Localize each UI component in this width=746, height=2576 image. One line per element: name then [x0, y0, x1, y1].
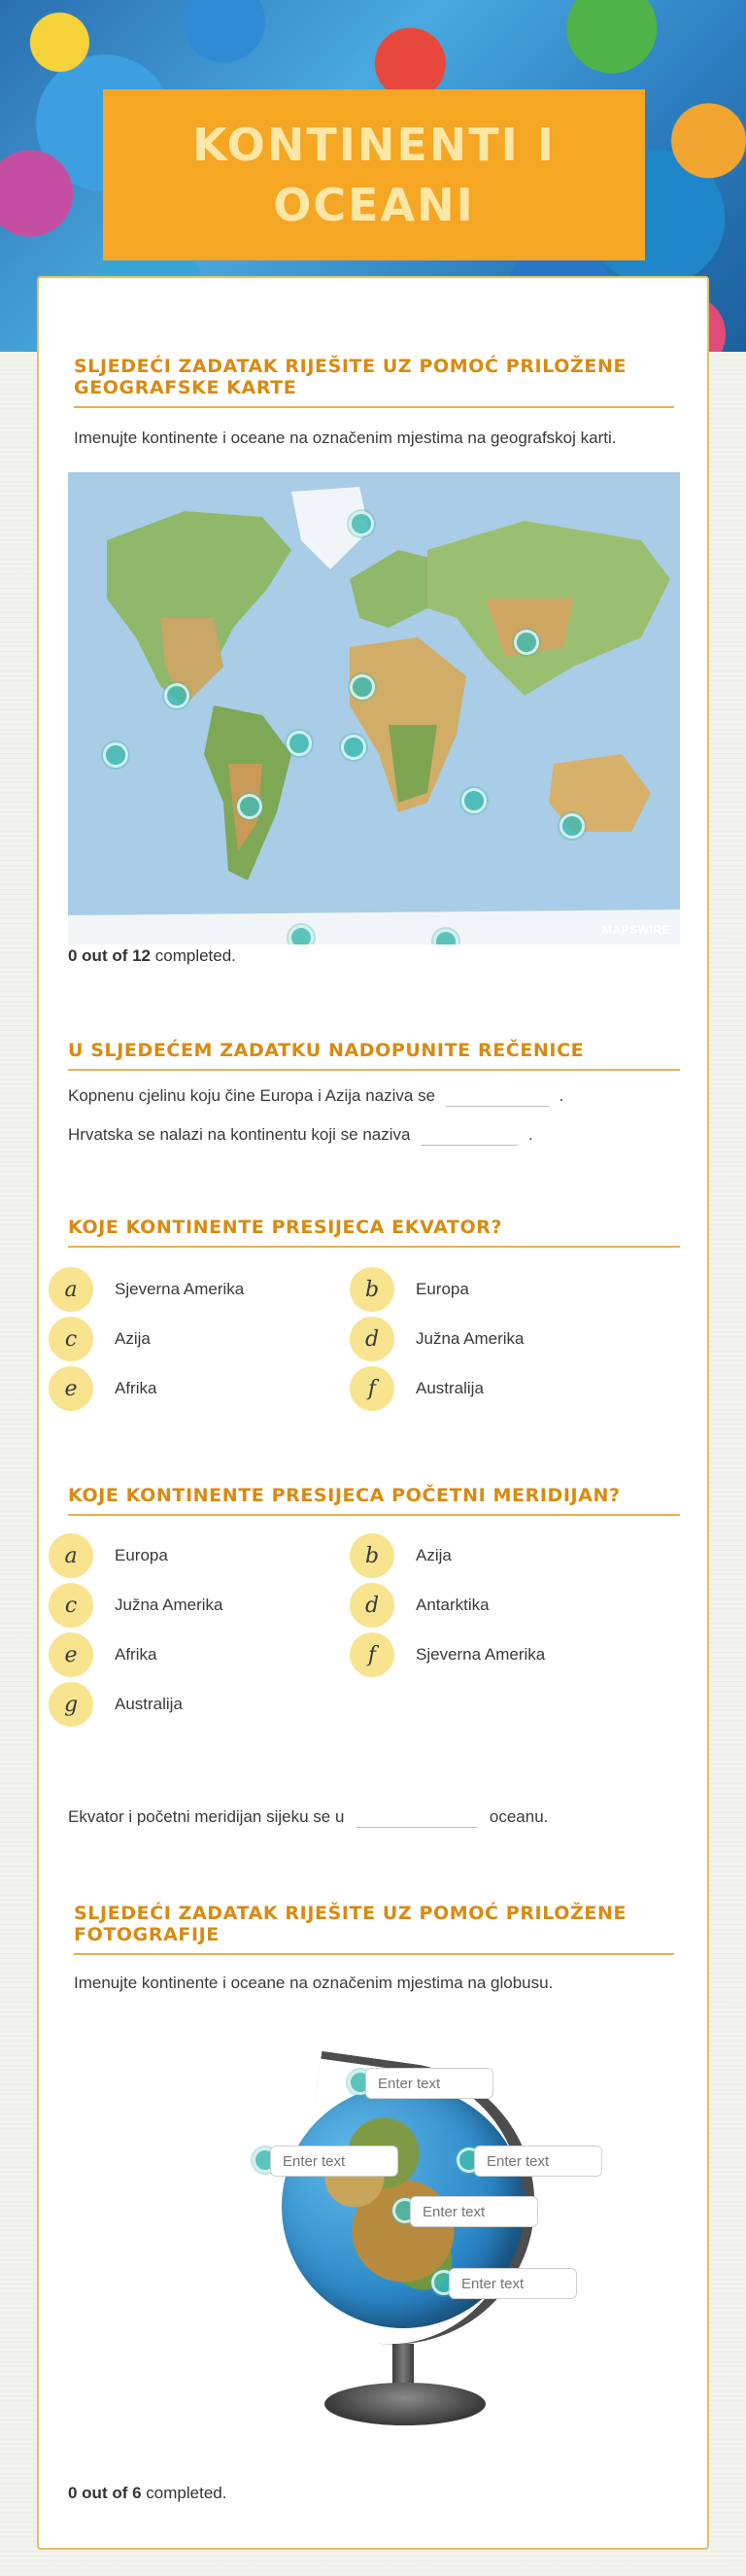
sentence1-blank[interactable] [446, 1084, 549, 1107]
map-progress-suffix: completed. [154, 946, 236, 965]
globe-neck [392, 2344, 414, 2387]
section4-title: KOJE KONTINENTE PRESIJECA POČETNI MERIDIJAN? [68, 1485, 680, 1516]
meridian-option-e[interactable] [49, 1632, 156, 1677]
option-badge: c [49, 1317, 93, 1361]
ocean-sentence-end: oceanu. [489, 1807, 549, 1826]
equator-option-f[interactable] [350, 1366, 484, 1411]
map-marker-6[interactable] [341, 735, 366, 760]
section2-title: U SLJEDEĆEM ZADATKU NADOPUNITE REČENICE [68, 1040, 680, 1071]
content-card [37, 276, 709, 2550]
sentence2-end: . [527, 1125, 533, 1144]
map-marker-1[interactable] [349, 511, 374, 536]
globe-field-2[interactable] [270, 2146, 398, 2177]
option-badge: f [350, 1366, 394, 1411]
globe-progress-suffix: completed. [146, 2484, 227, 2502]
globe-field-3[interactable] [474, 2146, 602, 2177]
map-marker-9[interactable] [237, 794, 262, 819]
world-map [68, 472, 680, 945]
globe-image [117, 2008, 631, 2445]
section1-instruction: Imenujte kontinente i oceane na označenim mjestima na geografskoj karti. [74, 429, 617, 447]
section1-title: SLJEDEĆI ZADATAK RIJEŠITE UZ POMOĆ PRILOŽENE GEOGRAFSKE KARTE [74, 356, 674, 408]
option-label: Afrika [115, 1379, 157, 1397]
map-progress-count: 0 out of 12 [68, 946, 152, 965]
map-credit: MAPSWIRE [602, 923, 670, 937]
option-label: Sjeverna Amerika [416, 1645, 546, 1664]
option-label: Sjeverna Amerika [115, 1280, 245, 1298]
page-title: KONTINENTI I OCEANI [192, 119, 556, 231]
equator-option-b[interactable] [350, 1267, 469, 1312]
meridian-option-b[interactable] [350, 1533, 452, 1578]
globe-base [324, 2383, 486, 2425]
option-badge: c [49, 1583, 93, 1628]
option-badge: e [49, 1366, 93, 1411]
section3-title: KOJE KONTINENTE PRESIJECA EKVATOR? [68, 1217, 680, 1248]
option-label: Antarktika [416, 1596, 490, 1614]
option-badge: d [350, 1583, 394, 1628]
meridian-option-f[interactable] [350, 1632, 545, 1677]
section5-title: SLJEDEĆI ZADATAK RIJEŠITE UZ POMOĆ PRILOŽENE FOTOGRAFIJE [74, 1903, 674, 1955]
globe-progress-count: 0 out of 6 [68, 2484, 142, 2502]
sentence2-text: Hrvatska se nalazi na kontinentu koji se naziva [68, 1125, 411, 1144]
option-label: Europa [115, 1546, 168, 1564]
option-label: Europa [416, 1280, 469, 1298]
option-badge: a [49, 1267, 93, 1312]
meridian-option-a[interactable] [49, 1533, 168, 1578]
option-badge: g [49, 1682, 93, 1727]
map-marker-7[interactable] [103, 742, 128, 768]
map-marker-4[interactable] [164, 683, 189, 708]
world-map-image [68, 472, 680, 945]
globe-progress [68, 2484, 226, 2503]
globe-field-1[interactable] [365, 2068, 493, 2099]
sentence1 [68, 1084, 563, 1107]
globe-field-5[interactable] [449, 2268, 577, 2299]
map-marker-2[interactable] [514, 630, 539, 655]
map-progress [68, 946, 236, 966]
option-label: Australija [115, 1695, 183, 1713]
map-marker-5[interactable] [287, 731, 312, 756]
map-marker-3[interactable] [350, 674, 375, 700]
title-box [103, 89, 645, 260]
sentence1-text: Kopnenu cjelinu koju čine Europa i Azija naziva se [68, 1086, 436, 1105]
ocean-blank[interactable] [356, 1805, 477, 1828]
equator-option-c[interactable] [49, 1317, 151, 1361]
map-marker-11[interactable] [288, 925, 314, 945]
sentence2-blank[interactable] [421, 1123, 518, 1146]
globe-field-4[interactable] [410, 2196, 538, 2227]
meridian-option-c[interactable] [49, 1583, 223, 1628]
option-badge: e [49, 1632, 93, 1677]
section5-instruction: Imenujte kontinente i oceane na označenim mjestima na globusu. [74, 1974, 554, 1992]
option-badge: d [350, 1317, 394, 1361]
option-label: Azija [115, 1329, 151, 1348]
option-badge: b [350, 1267, 394, 1312]
sentence1-end: . [559, 1086, 564, 1105]
option-badge: f [350, 1632, 394, 1677]
map-marker-8[interactable] [461, 788, 487, 813]
option-badge: b [350, 1533, 394, 1578]
ocean-sentence-text: Ekvator i početni meridijan sijeku se u [68, 1807, 345, 1826]
option-badge: a [49, 1533, 93, 1578]
meridian-option-g[interactable] [49, 1682, 183, 1727]
option-label: Australija [416, 1379, 484, 1397]
ocean-sentence [68, 1805, 548, 1828]
option-label: Afrika [115, 1645, 157, 1664]
equator-option-e[interactable] [49, 1366, 156, 1411]
option-label: Azija [416, 1546, 452, 1564]
option-label: Južna Amerika [115, 1596, 223, 1614]
map-marker-10[interactable] [560, 813, 585, 839]
equator-option-a[interactable] [49, 1267, 244, 1312]
option-label: Južna Amerika [416, 1329, 525, 1348]
meridian-option-d[interactable] [350, 1583, 490, 1628]
equator-option-d[interactable] [350, 1317, 525, 1361]
sentence2 [68, 1123, 533, 1146]
